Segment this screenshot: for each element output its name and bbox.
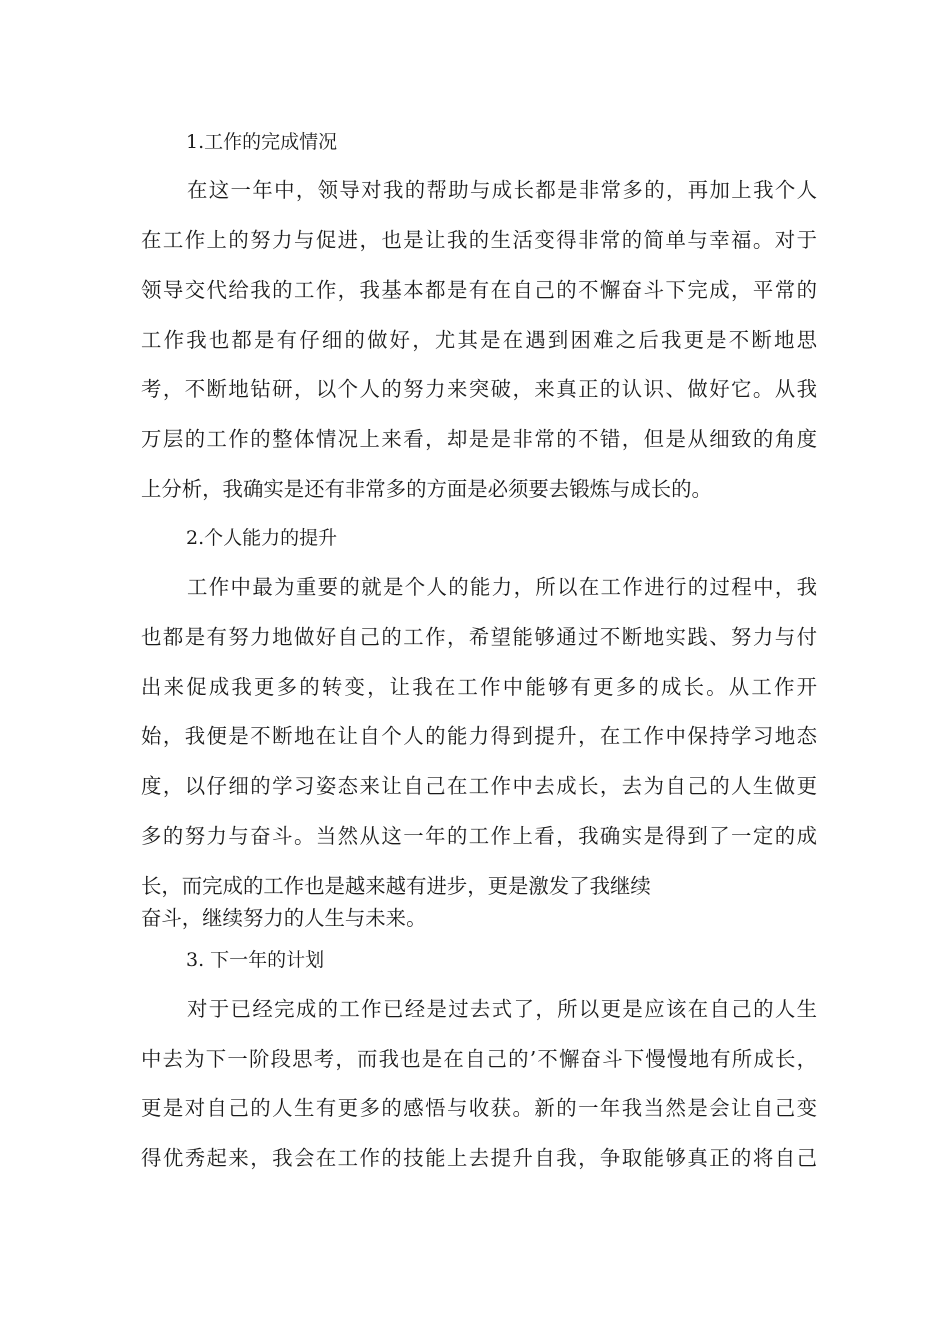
paragraph-line: 工作我也都是有仔细的做好，尤其是在遇到困难之后我更是不断地思 xyxy=(141,328,817,352)
section-heading-1: 1.工作的完成情况 xyxy=(186,131,338,153)
paragraph-line: 长，而完成的工作也是越来越有进步，更是激发了我继续 xyxy=(141,874,651,898)
paragraph-line: 万层的工作的整体情况上来看，却是是非常的不错，但是从细致的角度 xyxy=(141,427,817,451)
paragraph-line: 领导交代给我的工作，我基本都是有在自己的不懈奋斗下完成，平常的 xyxy=(141,278,817,302)
paragraph-line: 度，以仔细的学习姿态来让自己在工作中去成长，去为自己的人生做更 xyxy=(141,774,817,798)
paragraph-line: 也都是有努力地做好自己的工作，希望能够通过不断地实践、努力与付 xyxy=(141,625,817,649)
paragraph-line: 工作中最为重要的就是个人的能力，所以在工作进行的过程中，我 xyxy=(187,575,817,599)
paragraph-line: 考，不断地钻研，以个人的努力来突破，来真正的认识、做好它。从我 xyxy=(141,377,817,401)
paragraph-line: 始，我便是不断地在让自个人的能力得到提升，在工作中保持学习地态 xyxy=(141,724,817,748)
paragraph-line: 上分析，我确实是还有非常多的方面是必须要去锻炼与成长的。 xyxy=(141,477,712,501)
paragraph-line: 奋斗，继续努力的人生与未来。 xyxy=(141,906,427,930)
paragraph-line: 多的努力与奋斗。当然从这一年的工作上看，我确实是得到了一定的成 xyxy=(141,824,817,848)
section-heading-2: 2.个人能力的提升 xyxy=(186,527,338,549)
paragraph-line: 中去为下一阶段思考，而我也是在自己的’不懈奋斗下慢慢地有所成长， xyxy=(141,1047,817,1071)
paragraph-line: 出来促成我更多的转变，让我在工作中能够有更多的成长。从工作开 xyxy=(141,675,817,699)
paragraph-line: 在这一年中，领导对我的帮助与成长都是非常多的，再加上我个人 xyxy=(187,178,817,202)
paragraph-line: 对于已经完成的工作已经是过去式了，所以更是应该在自己的人生 xyxy=(187,997,817,1021)
paragraph-line: 在工作上的努力与促进，也是让我的生活变得非常的简单与幸福。对于 xyxy=(141,228,817,252)
paragraph-line: 得优秀起来，我会在工作的技能上去提升自我，争取能够真正的将自己 xyxy=(141,1146,817,1170)
paragraph-line: 更是对自己的人生有更多的感悟与收获。新的一年我当然是会让自己变 xyxy=(141,1096,817,1120)
section-heading-3: 3. 下一年的计划 xyxy=(186,949,325,971)
